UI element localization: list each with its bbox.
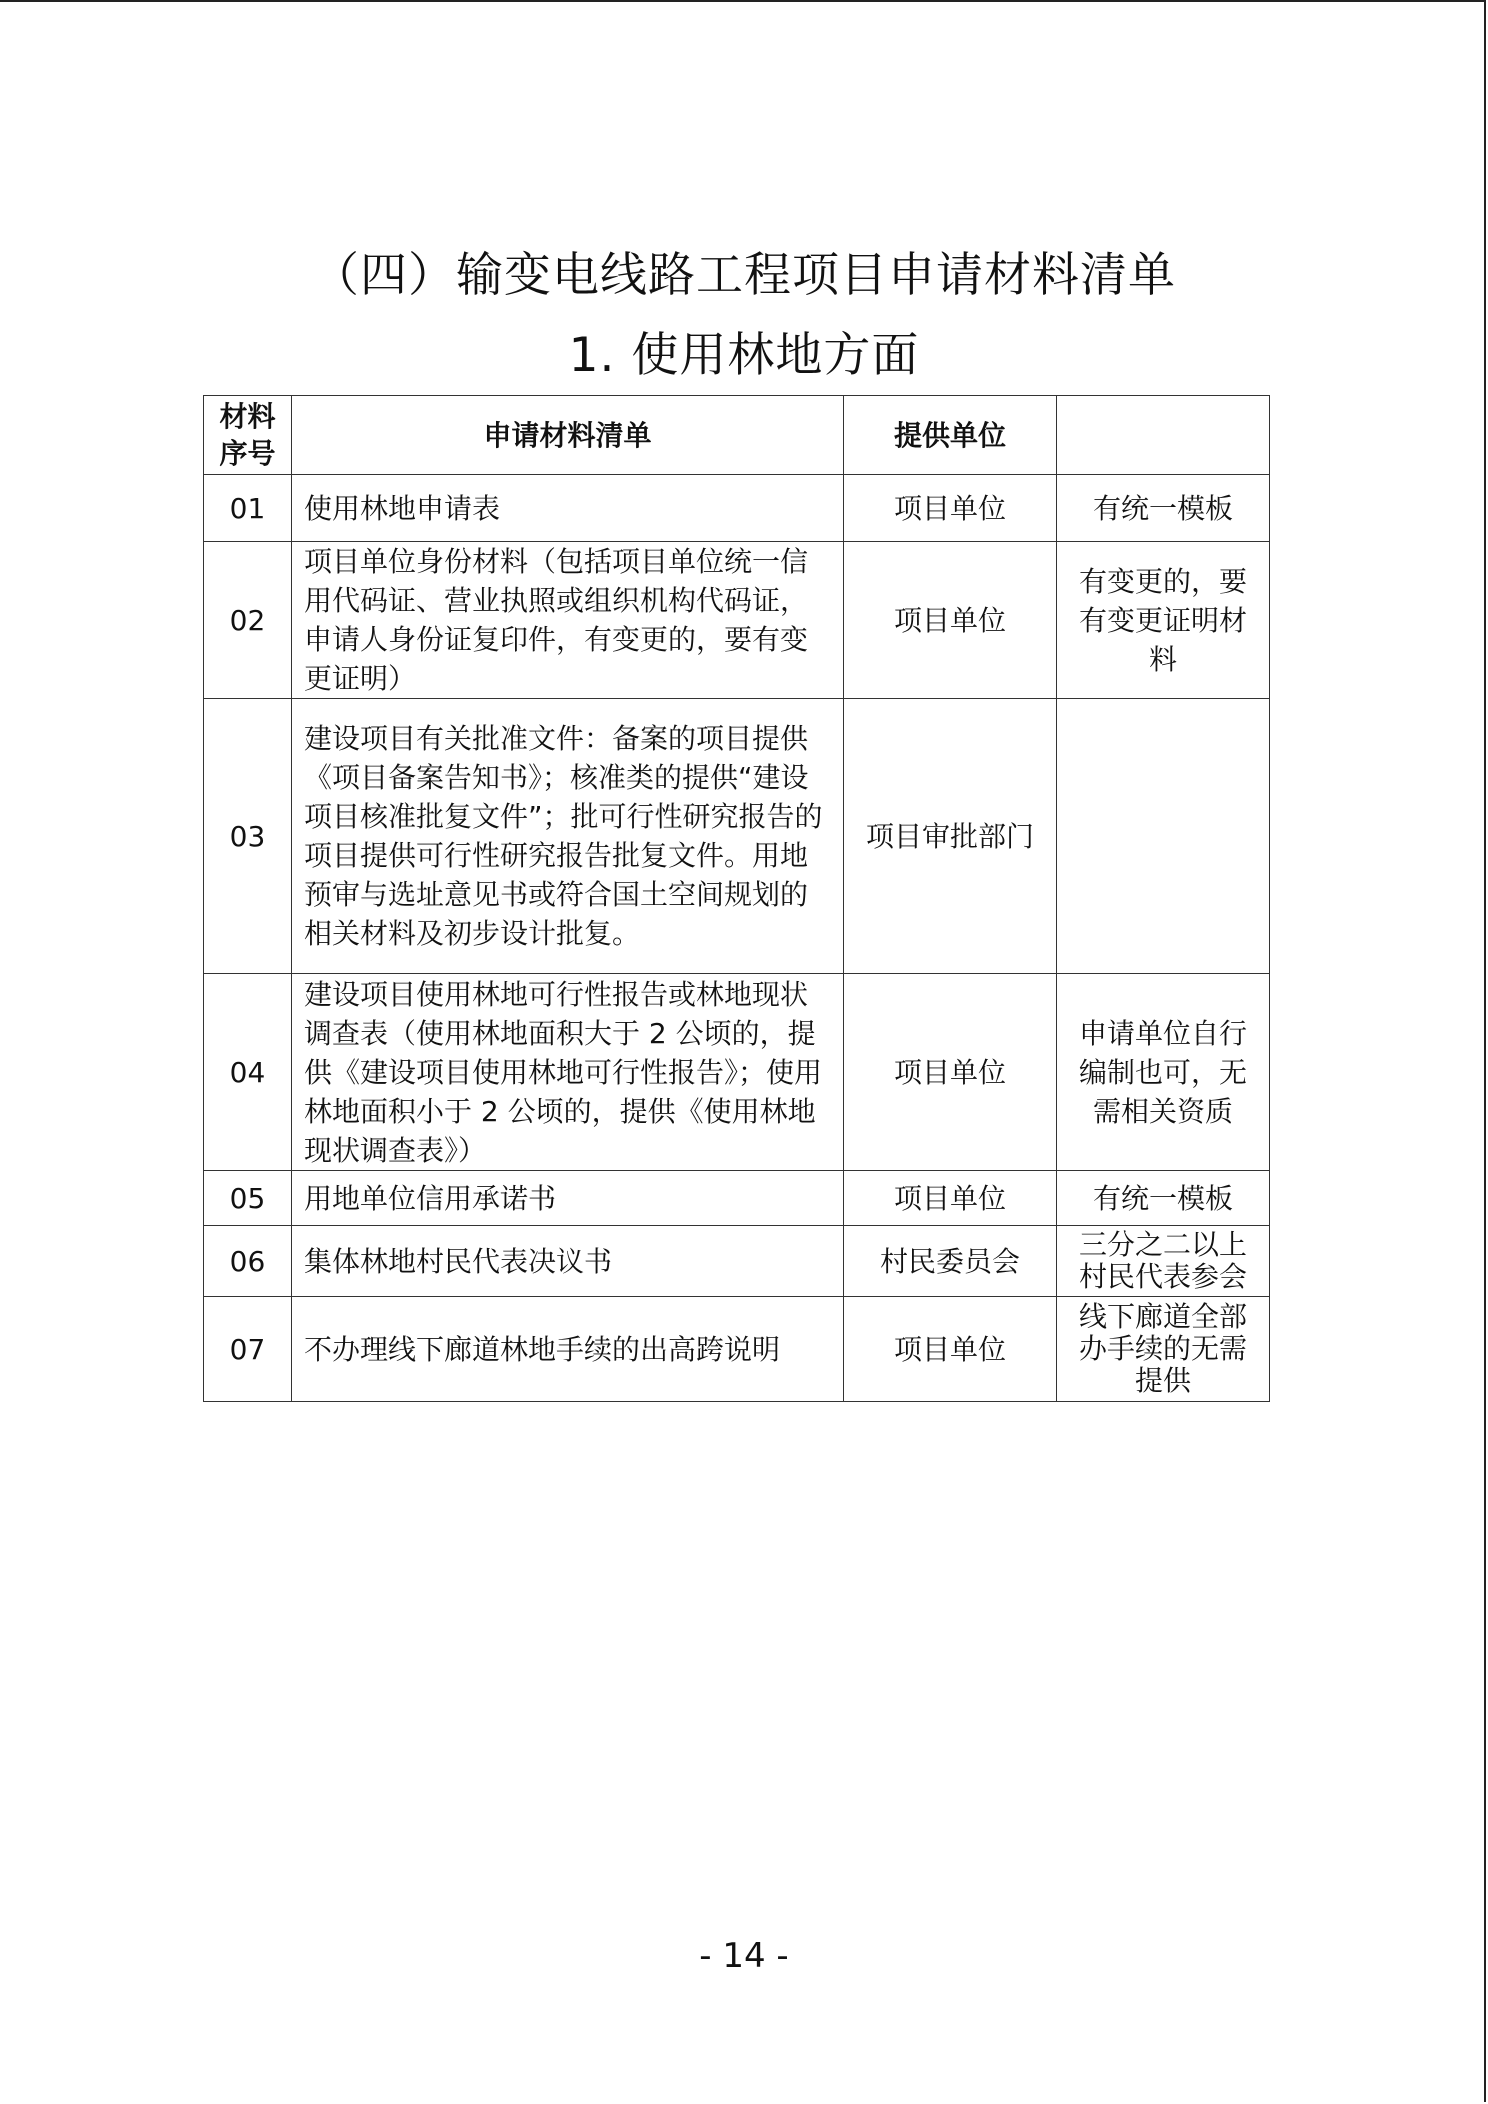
table-header-row [204,396,1270,475]
row-number: 01 [204,475,292,542]
materials-table [203,395,1270,1402]
material-name: 建设项目使用林地可行性报告或林地现状调查表（使用林地面积大于 2 公顷的，提供《建设项目使用林地可行性报告》；使用林地面积小于 2 公顷的，提供《使用林地现状调查表》） [292,974,844,1171]
provider-unit: 项目单位 [844,974,1057,1171]
material-name: 用地单位信用承诺书 [292,1171,844,1226]
table-row [204,1171,1270,1226]
provider-unit: 项目单位 [844,542,1057,699]
material-note: 申请单位自行编制也可，无需相关资质 [1057,974,1270,1171]
table-row [204,542,1270,699]
material-name: 项目单位身份材料（包括项目单位统一信用代码证、营业执照或组织机构代码证，申请人身份证复印件，有变更的，要有变更证明） [292,542,844,699]
material-name: 集体林地村民代表决议书 [292,1226,844,1297]
provider-unit: 项目审批部门 [844,699,1057,974]
material-note: 有统一模板 [1057,1171,1270,1226]
header-material-no: 材料序号 [204,396,292,475]
material-note: 有统一模板 [1057,475,1270,542]
provider-unit: 项目单位 [844,475,1057,542]
row-number: 06 [204,1226,292,1297]
header-provider: 提供单位 [844,396,1057,475]
material-name: 使用林地申请表 [292,475,844,542]
table-row [204,1226,1270,1297]
row-number: 05 [204,1171,292,1226]
row-number: 03 [204,699,292,974]
material-name: 不办理线下廊道林地手续的出高跨说明 [292,1297,844,1402]
table-row [204,699,1270,974]
material-note: 线下廊道全部办手续的无需提供 [1057,1297,1270,1402]
row-number: 02 [204,542,292,699]
provider-unit: 项目单位 [844,1171,1057,1226]
page-number: - 14 - [699,1936,789,1976]
material-name: 建设项目有关批准文件：备案的项目提供《项目备案告知书》；核准类的提供“建设项目核准批复文件”；批可行性研究报告的项目提供可行性研究报告批复文件。用地预审与选址意见书或符合国土空间规划的相关材料及初步设计批复。 [292,699,844,974]
material-note [1057,699,1270,974]
table-row [204,974,1270,1171]
table-row [204,1297,1270,1402]
row-number: 07 [204,1297,292,1402]
table-row [204,475,1270,542]
document-title: （四）输变电线路工程项目申请材料清单 [312,248,1176,303]
document-subtitle: 1. 使用林地方面 [568,328,920,383]
material-note: 有变更的，要有变更证明材料 [1057,542,1270,699]
provider-unit: 项目单位 [844,1297,1057,1402]
header-material-list: 申请材料清单 [292,396,844,475]
material-note: 三分之二以上村民代表参会 [1057,1226,1270,1297]
provider-unit: 村民委员会 [844,1226,1057,1297]
row-number: 04 [204,974,292,1171]
header-note [1057,396,1270,475]
